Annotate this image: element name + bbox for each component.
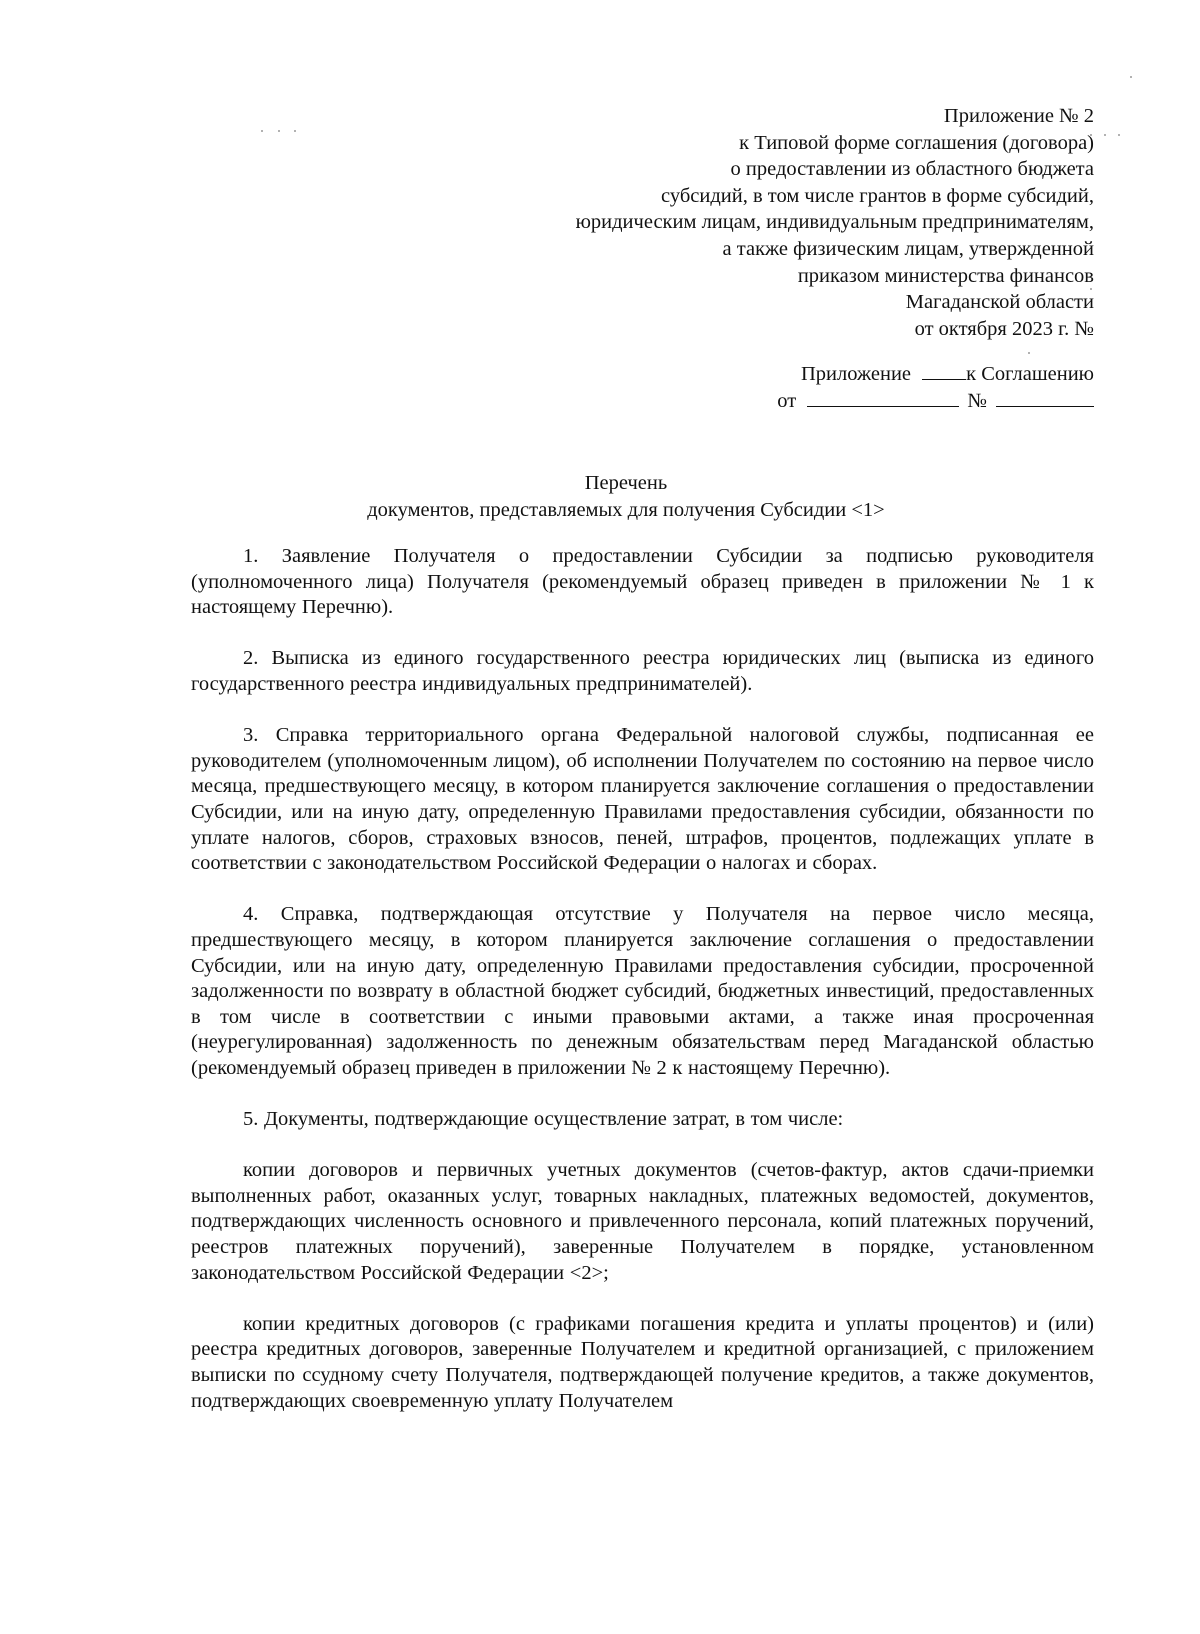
header-line: субсидий, в том числе грантов в форме субсидий, bbox=[661, 184, 1094, 207]
agreement-suffix: к Соглашению bbox=[966, 363, 1094, 385]
list-item-1: 1. Заявление Получателя о предоставлении Субсидии за подписью руководителя (уполномоченного лица) Получателя (рекомендуемый образец приведен в приложении № 1 к настоящему Перечню). bbox=[191, 545, 1094, 619]
agreement-line-1 bbox=[777, 361, 1094, 388]
list-item-5: 5. Документы, подтверждающие осуществление затрат, в том числе: bbox=[243, 1108, 844, 1131]
list-item-4: 4. Справка, подтверждающая отсутствие у Получателя на первое число месяца, предшествующего месяцу, в котором планируется заключение соглашения о предоставлении Субсидии, или на иную дату, определенную Правилами предоставления субсидии, просроченной задолженности по возврату в областной бюджет субсидий, бюджетных инвестиций, предоставленных в том числе в соответствии с иными правовыми актами, а также иная просроченная (неурегулированная) задолженность по денежным обязательствам перед Магаданской областью (рекомендуемый образец приведен в приложении № 2 к настоящему Перечню). bbox=[191, 903, 1094, 1079]
title-line: Перечень bbox=[584, 472, 668, 494]
date-prefix: от bbox=[777, 389, 797, 412]
scan-artifact bbox=[1130, 76, 1132, 78]
header-line: Приложение № 2 bbox=[943, 105, 1094, 127]
header-line: о предоставлении из областного бюджета bbox=[730, 158, 1094, 181]
number-blank bbox=[996, 388, 1094, 407]
subtitle-line: документов, представляемых для получения Субсидии <1> bbox=[367, 499, 885, 521]
list-item-2: 2. Выписка из единого государственного реестра юридических лиц (выписка из единого государственного реестра индивидуальных предпринимателей). bbox=[191, 647, 1094, 695]
header-line: Магаданской области bbox=[905, 291, 1094, 314]
agreement-line-2 bbox=[777, 388, 1094, 415]
scan-artifact bbox=[278, 130, 280, 132]
scan-artifact bbox=[1104, 134, 1106, 136]
scan-artifact bbox=[1028, 352, 1030, 354]
scan-artifact bbox=[261, 130, 263, 132]
document-title bbox=[0, 470, 1200, 524]
agreement-reference bbox=[777, 361, 1094, 414]
header-line: к Типовой форме соглашения (договора) bbox=[739, 131, 1094, 154]
document-body bbox=[191, 544, 1094, 1414]
number-sign: № bbox=[967, 389, 987, 412]
header-line: а также физическим лицам, утвержденной bbox=[722, 237, 1094, 260]
date-blank bbox=[807, 388, 959, 407]
agreement-prefix: Приложение bbox=[800, 363, 912, 385]
sub-item-credit-contracts: копии кредитных договоров (с графиками погашения кредита и уплаты процентов) и (или) реестра кредитных договоров, заверенные Получателем и кредитной организацией, с приложением выписки по ссудному счету Получателя, подтверждающей получение кредитов, а также документов, подтверждающих своевременную уплату Получателем bbox=[191, 1312, 1094, 1412]
scan-artifact bbox=[294, 130, 296, 132]
header-line: юридическим лицам, индивидуальным предпринимателям, bbox=[575, 211, 1094, 234]
list-item-3: 3. Справка территориального органа Федеральной налоговой службы, подписанная ее руководителем (уполномоченным лицом), об исполнении Получателем по состоянию на первое число месяца, предшествующего месяцу, в котором планируется заключение соглашения о предоставлении Субсидии, или на иную дату, определенную Правилами предоставления субсидии, обязанности по уплате налогов, сборов, страховых взносов, пеней, штрафов, процентов, подлежащих уплате в соответствии с законодательством Российской Федерации о налогах и сборах. bbox=[191, 724, 1094, 875]
appendix-number-blank bbox=[922, 361, 966, 380]
header-line: приказом министерства финансов bbox=[797, 264, 1094, 287]
scan-artifact bbox=[1118, 134, 1120, 136]
header-line: от октября 2023 г. № bbox=[914, 317, 1094, 340]
appendix-header bbox=[576, 103, 1094, 342]
sub-item-contracts: копии договоров и первичных учетных документов (счетов-фактур, актов сдачи-приемки выполненных работ, оказанных услуг, товарных накладных, платежных ведомостей, документов, подтверждающих численность основного и привлеченного персонала, копий платежных поручений, реестров платежных поручений), заверенные Получателем в порядке, установленном законодательством Российской Федерации <2>; bbox=[191, 1159, 1094, 1284]
